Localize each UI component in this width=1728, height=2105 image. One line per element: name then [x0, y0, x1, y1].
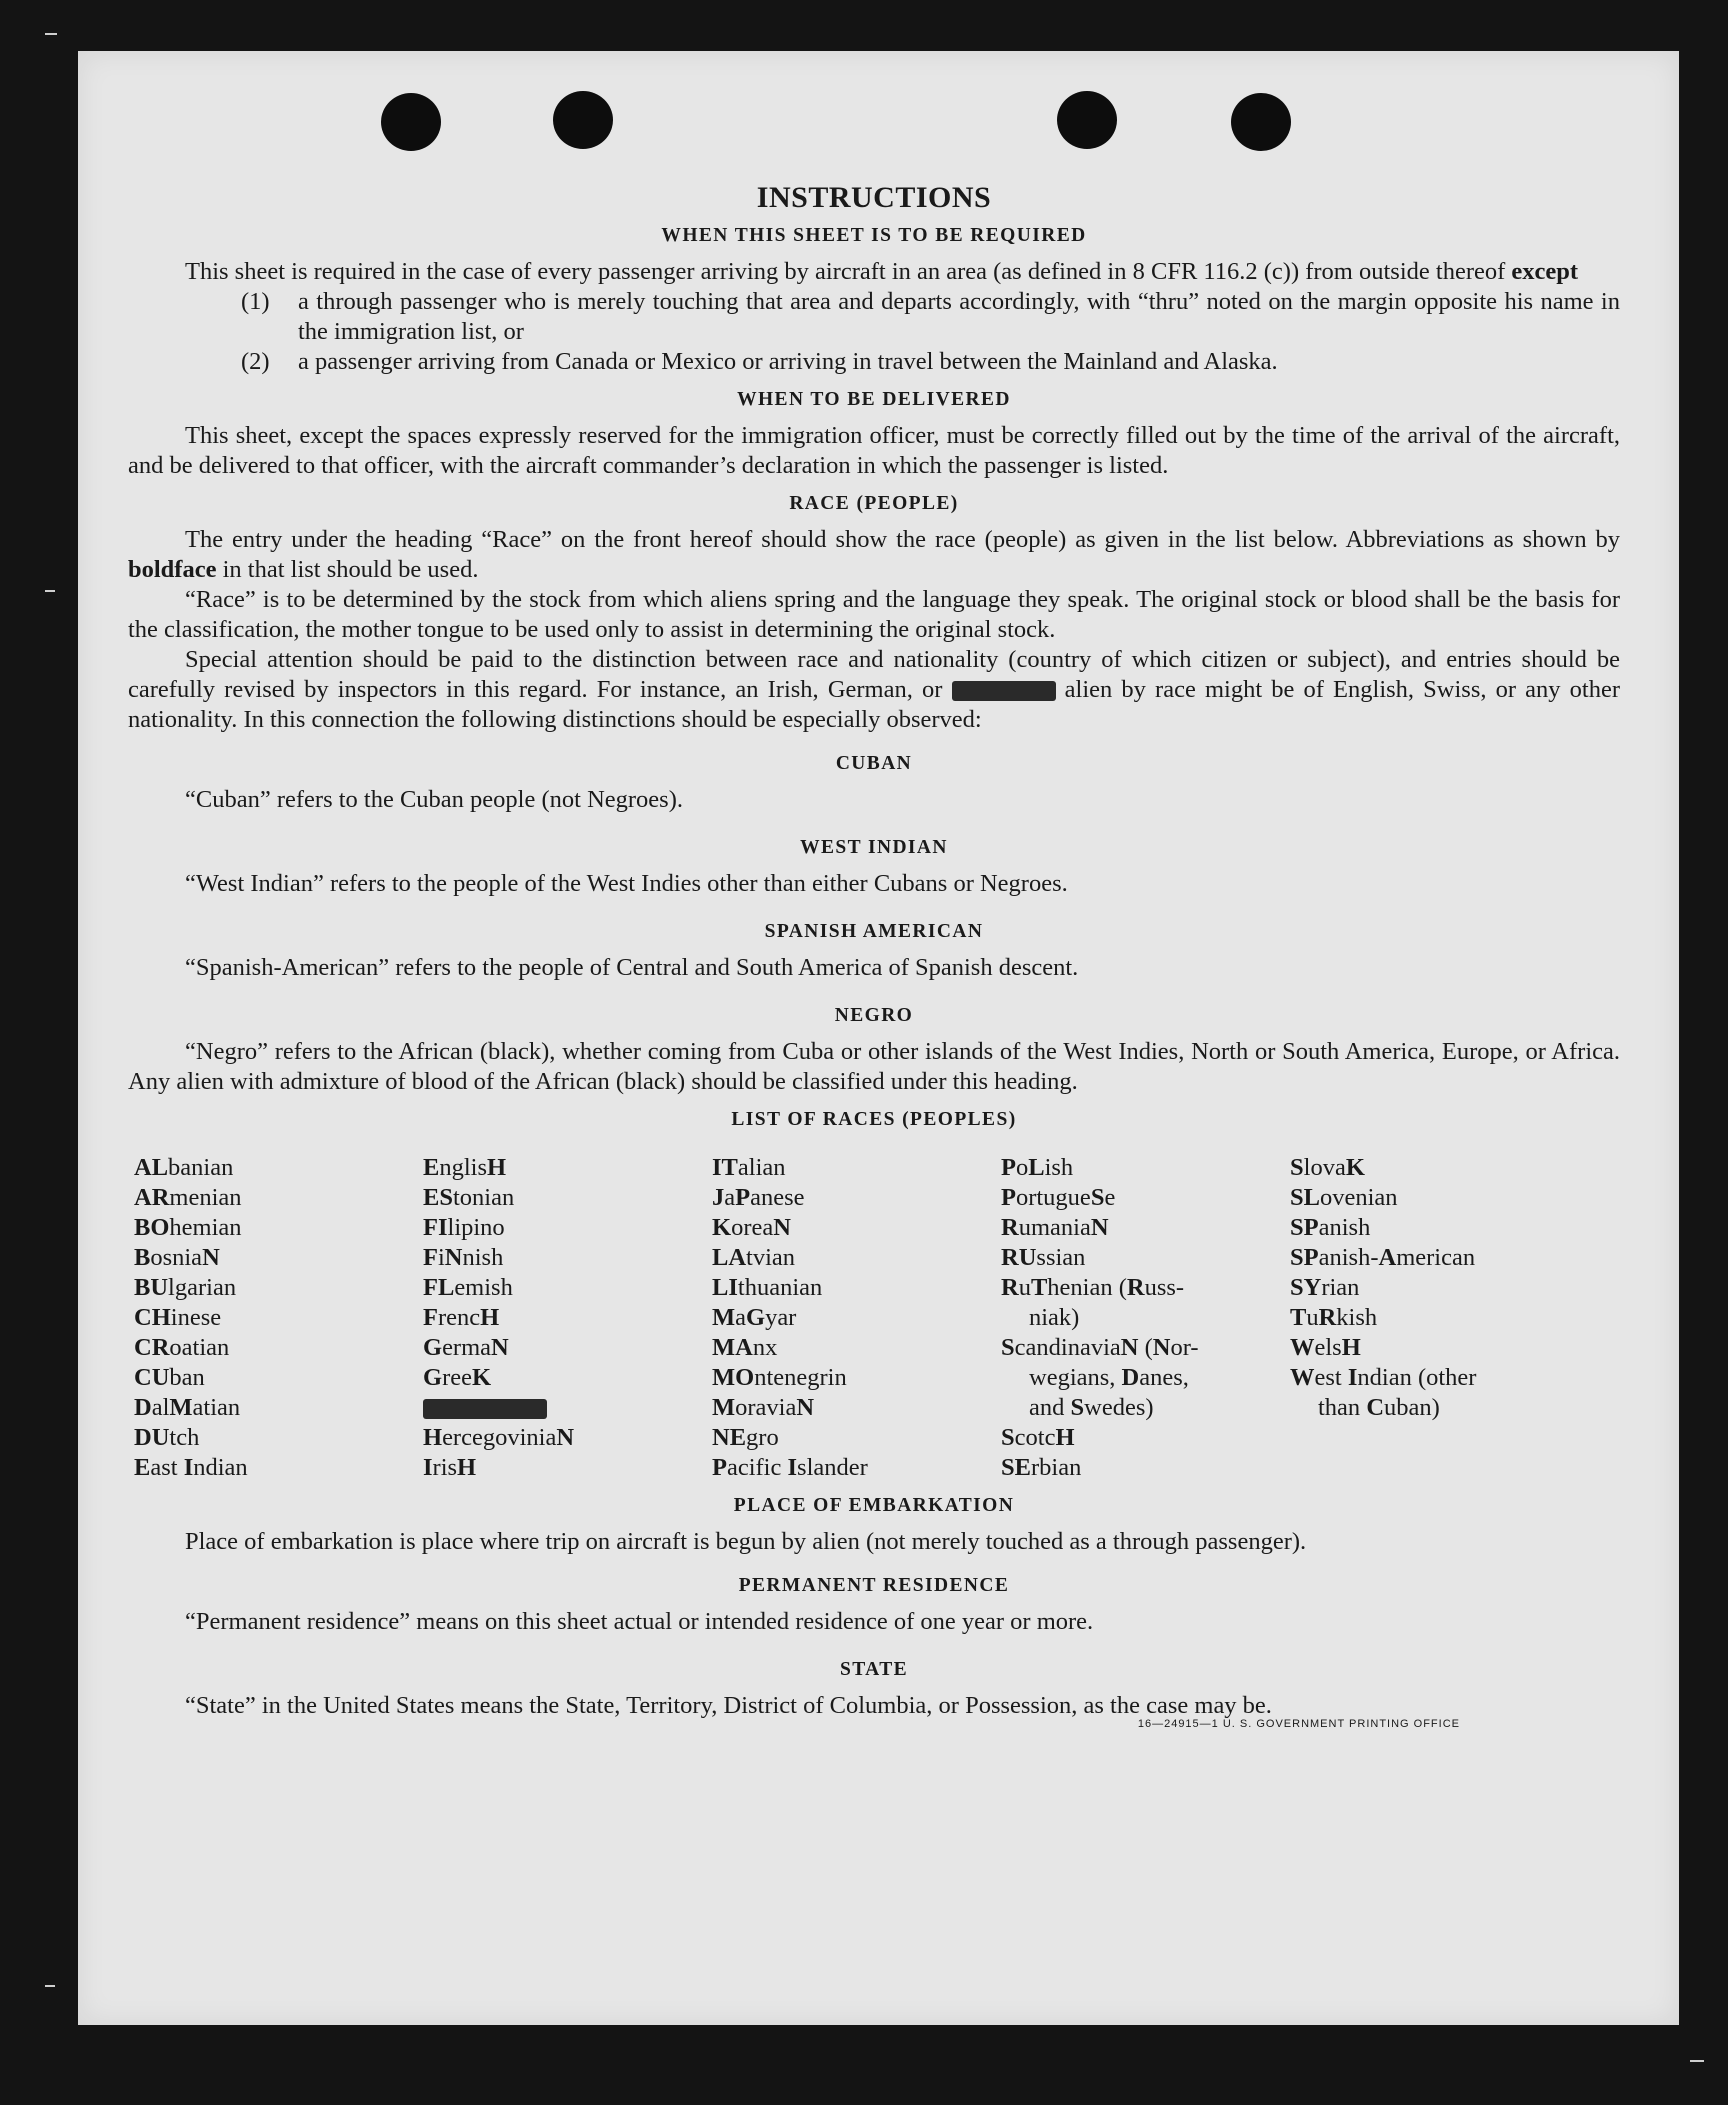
- race-item: TuRkish: [1290, 1304, 1378, 1331]
- list-item: (1) a through passenger who is merely touching that area and departs accordingly, with “thru” noted on the margin opposite his name in the immigration list, or: [241, 288, 1620, 345]
- section-heading: CUBAN: [835, 753, 913, 774]
- race-column: [1290, 1153, 1579, 1483]
- instructions-body: [128, 173, 1621, 1730]
- race-column: [1001, 1153, 1290, 1483]
- race-item: MaGyar: [712, 1304, 797, 1331]
- section-heading: SPANISH AMERICAN: [764, 921, 984, 942]
- race-item: DalMatian: [134, 1394, 241, 1421]
- scan-mark: [45, 1985, 55, 1987]
- race-item: FIlipino: [423, 1214, 505, 1241]
- race-column: [134, 1153, 423, 1483]
- punch-hole: [381, 93, 441, 151]
- race-item: wegians, Danes,: [1029, 1364, 1189, 1391]
- race-item: FLemish: [423, 1274, 513, 1301]
- race-list: [134, 1153, 1620, 1483]
- race-item: RumaniaN: [1001, 1214, 1109, 1241]
- paragraph: The entry under the heading “Race” on the front hereof should show the race (people) as given in the list below. Abbreviations as shown by boldface in that list should be used.: [128, 526, 1620, 583]
- paragraph: “Permanent residence” means on this sheet actual or intended residence of one year or more.: [185, 1608, 1094, 1635]
- list-item: (2) a passenger arriving from Canada or Mexico or arriving in travel between the Mainland and Alaska.: [241, 348, 1278, 375]
- race-item: MAnx: [712, 1334, 778, 1361]
- race-item: GreeK: [423, 1364, 492, 1391]
- scan-mark: [45, 33, 57, 35]
- race-item: JaPanese: [712, 1184, 805, 1211]
- race-item: BosniaN: [134, 1244, 220, 1271]
- redaction: [952, 681, 1056, 701]
- race-item: DUtch: [134, 1424, 200, 1451]
- section-heading: LIST OF RACES (PEOPLES): [731, 1109, 1017, 1130]
- race-item: East Indian: [134, 1454, 248, 1481]
- race-item: IrisH: [423, 1454, 477, 1481]
- punch-hole: [1231, 93, 1291, 151]
- race-item: SLovenian: [1290, 1184, 1398, 1211]
- print-code: 16—24915—1 U. S. GOVERNMENT PRINTING OFFICE: [1137, 1718, 1460, 1730]
- section-heading: WHEN TO BE DELIVERED: [737, 389, 1011, 410]
- race-item: LAtvian: [712, 1244, 796, 1271]
- race-item: ALbanian: [134, 1154, 234, 1181]
- race-item: ARmenian: [134, 1184, 242, 1211]
- scan-mark: [45, 590, 55, 592]
- race-item: ScotcH: [1001, 1424, 1075, 1451]
- race-item: FrencH: [423, 1304, 500, 1331]
- race-item: SlovaK: [1290, 1154, 1365, 1181]
- race-item: ScandinaviaN (Nor-: [1001, 1334, 1199, 1361]
- punch-hole: [553, 91, 613, 149]
- race-item: NEgro: [712, 1424, 779, 1451]
- race-item: RUssian: [1001, 1244, 1086, 1271]
- paragraph: “Race” is to be determined by the stock from which aliens spring and the language they speak. The original stock or blood shall be the basis for the classification, the mother tongue to be used only to assist in determining the original stock.: [128, 586, 1620, 643]
- race-item: RuThenian (Russ-: [1001, 1274, 1185, 1301]
- section-heading: NEGRO: [834, 1005, 914, 1026]
- race-item: CRoatian: [134, 1334, 230, 1361]
- race-item: West Indian (other: [1290, 1364, 1477, 1391]
- race-item: SErbian: [1001, 1454, 1082, 1481]
- paragraph: “State” in the United States means the State, Territory, District of Columbia, or Possession, as the case may be.: [185, 1692, 1272, 1719]
- race-item: LIthuanian: [712, 1274, 823, 1301]
- race-item: BOhemian: [134, 1214, 242, 1241]
- race-item: MoraviaN: [712, 1394, 815, 1421]
- race-item: and Swedes): [1029, 1394, 1154, 1421]
- section-heading: PERMANENT RESIDENCE: [738, 1575, 1010, 1596]
- scan-mark: [1690, 2060, 1704, 2062]
- paragraph: “Cuban” refers to the Cuban people (not Negroes).: [185, 786, 683, 813]
- race-item: SPanish-American: [1290, 1244, 1476, 1271]
- section-heading: WHEN THIS SHEET IS TO BE REQUIRED: [661, 225, 1087, 246]
- paragraph: This sheet, except the spaces expressly reserved for the immigration officer, must be correctly filled out by the time of the arrival of the aircraft, and be delivered to that officer, with the aircraft commander’s declaration in which the passenger is listed.: [128, 422, 1620, 479]
- race-item: CUban: [134, 1364, 205, 1391]
- race-item: SYrian: [1290, 1274, 1360, 1301]
- race-item: EnglisH: [423, 1154, 507, 1181]
- race-item: CHinese: [134, 1304, 222, 1331]
- paragraph: “Spanish-American” refers to the people of Central and South America of Spanish descent.: [185, 954, 1079, 981]
- race-item: WelsH: [1290, 1334, 1361, 1361]
- race-item: MOntenegrin: [712, 1364, 847, 1391]
- race-item: HercegoviniaN: [423, 1424, 575, 1451]
- race-item: KoreaN: [712, 1214, 791, 1241]
- section-heading: WEST INDIAN: [800, 837, 948, 858]
- race-item: SPanish: [1290, 1214, 1371, 1241]
- race-item: PoLish: [1001, 1154, 1074, 1181]
- race-item: than Cuban): [1318, 1394, 1440, 1421]
- race-item: GermaN: [423, 1334, 509, 1361]
- race-item: FiNnish: [423, 1244, 504, 1271]
- section-heading: STATE: [839, 1659, 909, 1680]
- paragraph: Place of embarkation is place where trip on aircraft is begun by alien (not merely touched as a through passenger).: [185, 1528, 1307, 1555]
- page-title: INSTRUCTIONS: [756, 181, 992, 214]
- redaction: [423, 1399, 547, 1419]
- race-item: PortugueSe: [1001, 1184, 1116, 1211]
- race-item: niak): [1029, 1304, 1080, 1331]
- document-page: [78, 51, 1679, 2025]
- race-item: BUlgarian: [134, 1274, 237, 1301]
- paragraph: “West Indian” refers to the people of the West Indies other than either Cubans or Negroes.: [185, 870, 1068, 897]
- race-column: [423, 1153, 712, 1483]
- section-heading: RACE (PEOPLE): [789, 493, 959, 514]
- race-item: ITalian: [712, 1154, 786, 1181]
- paragraph: Special attention should be paid to the distinction between race and nationality (country of which citizen or subject), and entries should be carefully revised by inspectors in this regard. For instance, an Irish, German, or alien by race might be of English, Swiss, or any other nationality. In this connection the following distinctions should be especially observed:: [128, 646, 1621, 733]
- race-column: [712, 1153, 1001, 1483]
- section-heading: PLACE OF EMBARKATION: [733, 1495, 1015, 1516]
- paragraph: “Negro” refers to the African (black), whether coming from Cuba or other islands of the West Indies, North or South America, Europe, or Africa. Any alien with admixture of blood of the African (black) should be classified under this heading.: [128, 1038, 1620, 1095]
- paragraph: This sheet is required in the case of every passenger arriving by aircraft in an area (as defined in 8 CFR 116.2 (c)) from outside thereof except: [185, 258, 1579, 285]
- punch-hole: [1057, 91, 1117, 149]
- race-item: EStonian: [423, 1184, 515, 1211]
- race-item: Pacific Islander: [712, 1454, 868, 1481]
